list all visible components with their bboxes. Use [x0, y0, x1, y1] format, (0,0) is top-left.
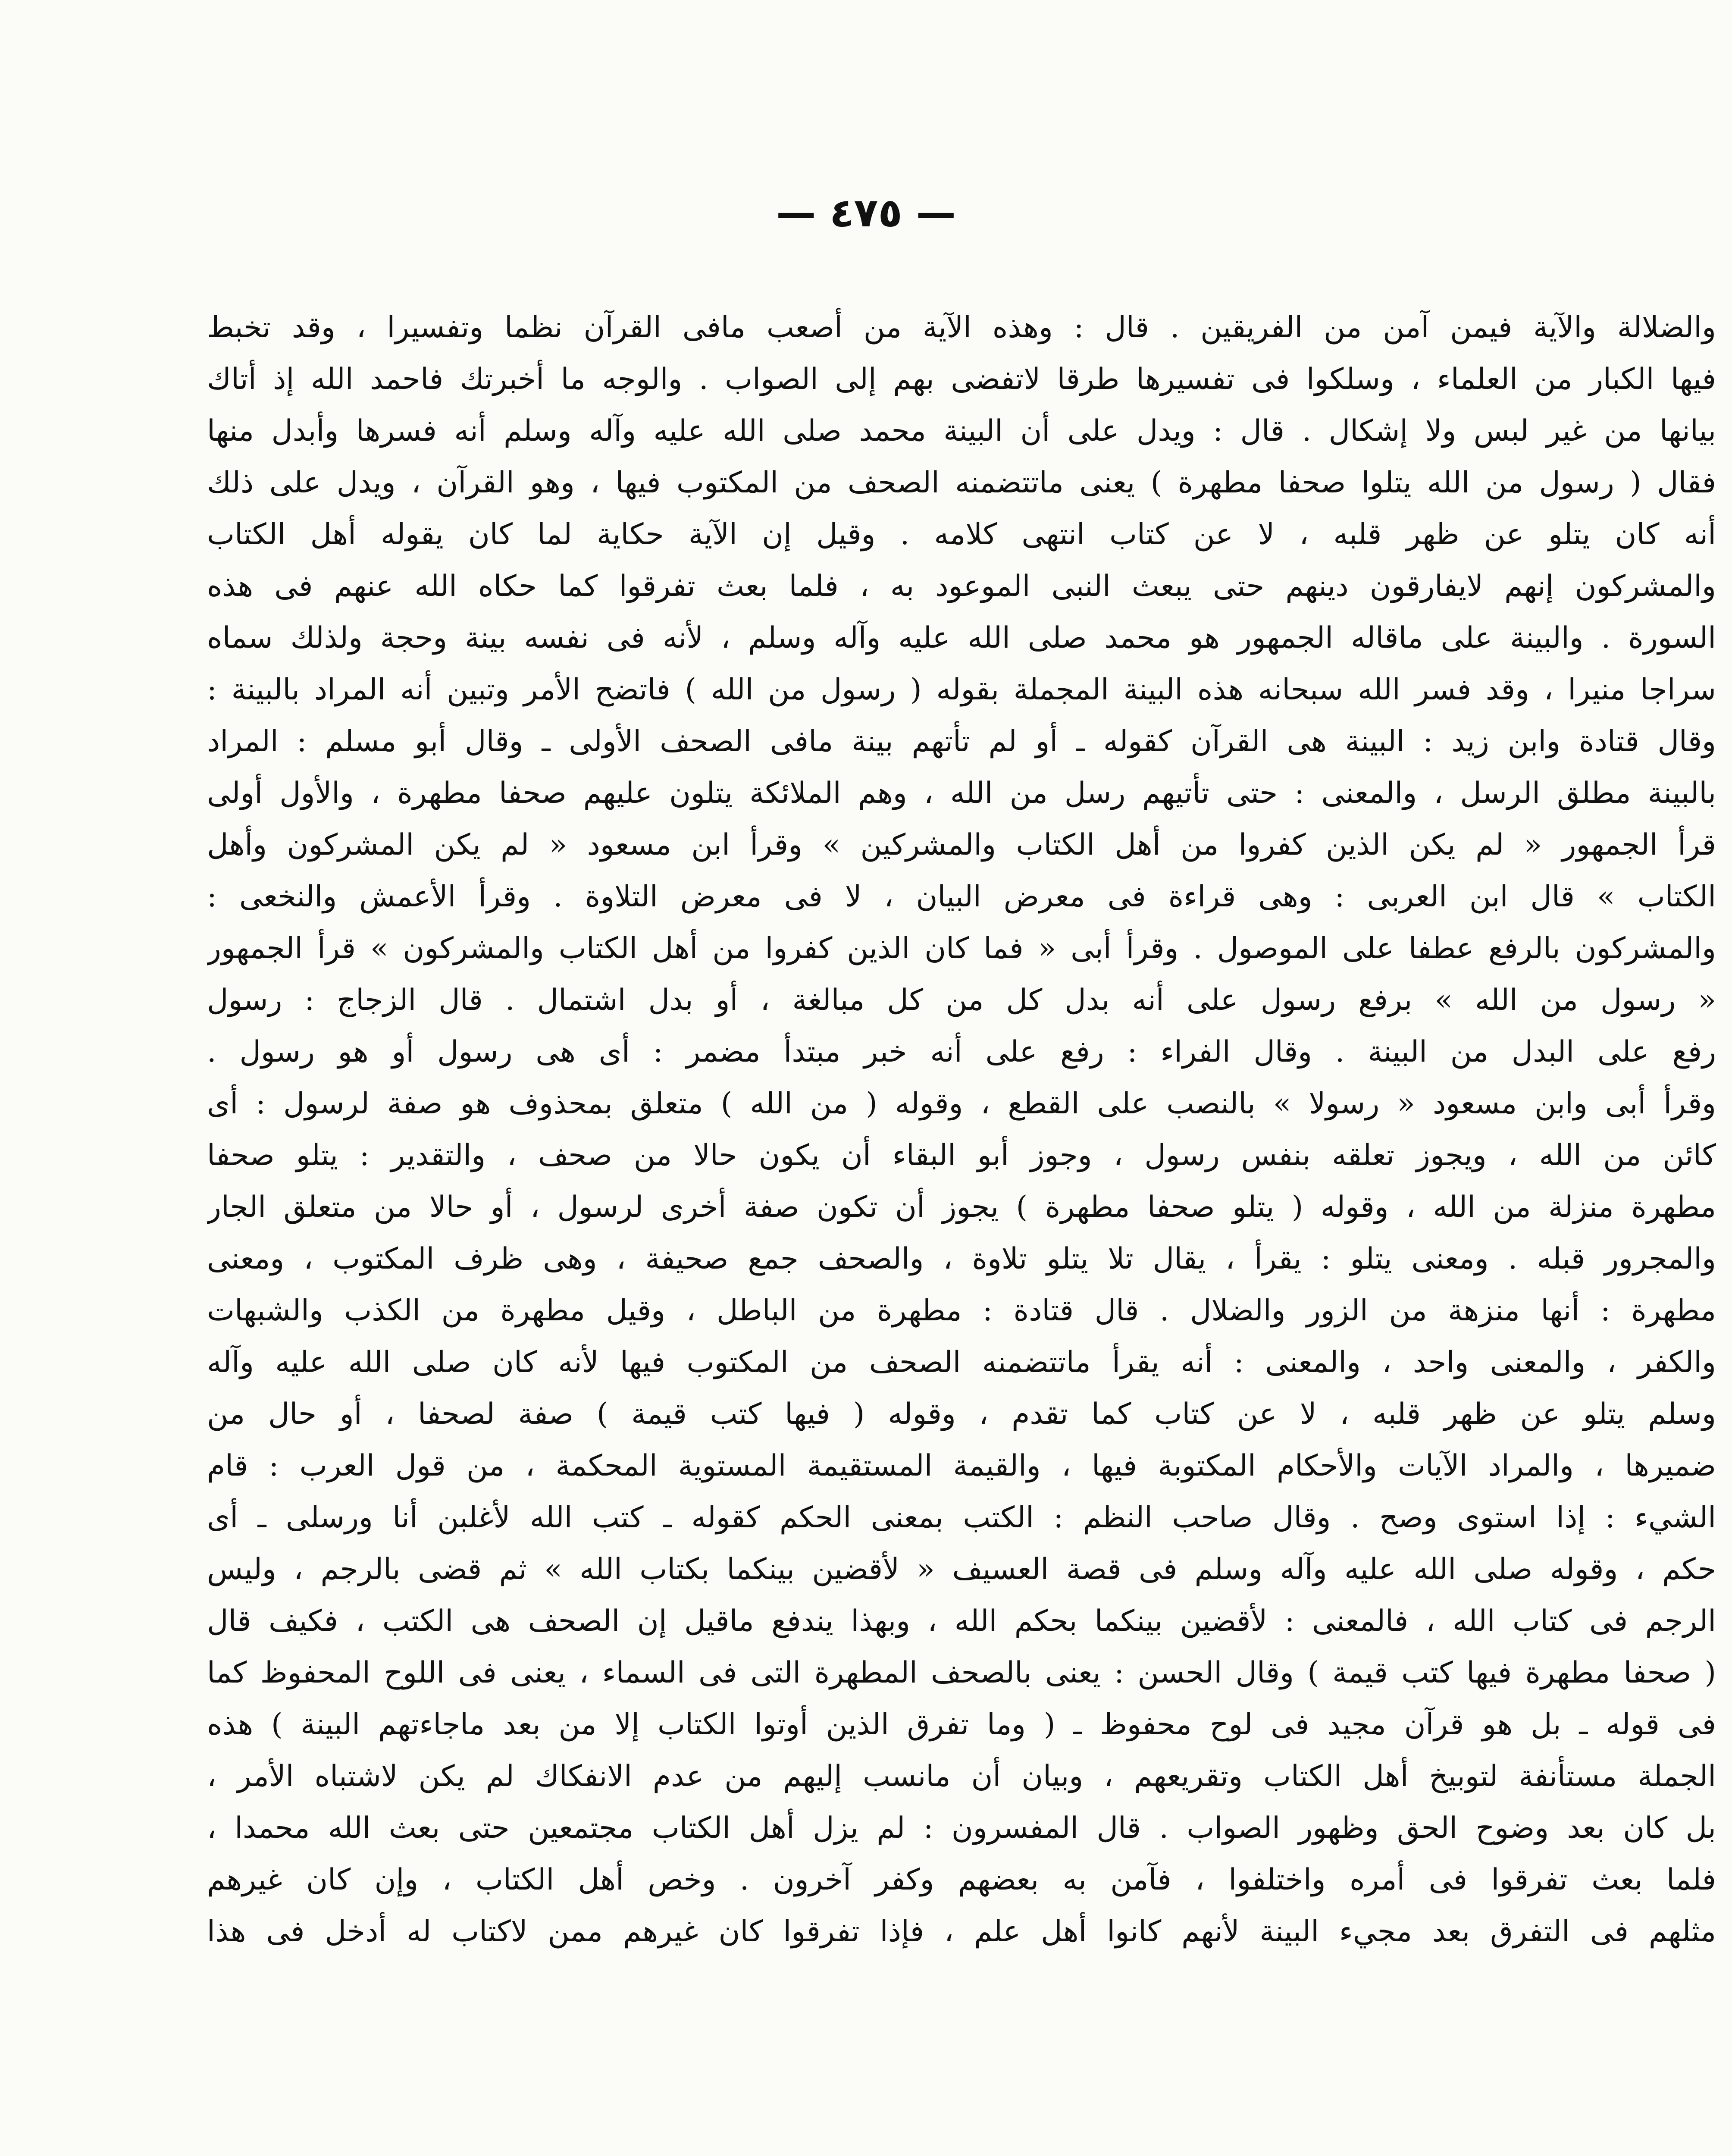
text-line: حكم ، وقوله صلى الله عليه وآله وسلم فى قصة العسيف « لأقضين بينكما بكتاب الله » ثم قضى بالرجم ، وليس [207, 1552, 1716, 1586]
text-line: الكتاب » قال ابن العربى : وهى قراءة فى معرض البيان ، لا فى معرض التلاوة . وقرأ الأعمش والنخعى : [207, 880, 1716, 914]
text-line: مطهرة : أنها منزهة من الزور والضلال . قال قتادة : مطهرة من الباطل ، وقيل مطهرة من الكذب والشبهات [207, 1294, 1716, 1328]
text-line: ضميرها ، والمراد الآيات والأحكام المكتوبة فيها ، والقيمة المستقيمة المستوية المحكمة ، من قول العرب : قام [207, 1449, 1716, 1483]
body-text [207, 302, 1716, 1958]
text-line: « رسول من الله » برفع رسول على أنه بدل كل من كل مبالغة ، أو بدل اشتمال . قال الزجاج : رسول [207, 983, 1716, 1017]
text-line: فى قوله ـ بل هو قرآن مجيد فى لوح محفوظ ـ ( وما تفرق الذين أوتوا الكتاب إلا من بعد ماجاءتهم البينة ) هذه [207, 1708, 1716, 1742]
text-line: بيانها من غير لبس ولا إشكال . قال : ويدل على أن البينة محمد صلى الله عليه وآله وسلم أنه فسرها وأبدل منها [207, 414, 1716, 448]
text-line: بل كان بعد وضوح الحق وظهور الصواب . قال المفسرون : لم يزل أهل الكتاب مجتمعين حتى بعث الله محمدا ، [207, 1811, 1716, 1845]
text-line: أنه كان يتلو عن ظهر قلبه ، لا عن كتاب انتهى كلامه . وقيل إن الآية حكاية لما كان يقوله أهل الكتاب [207, 517, 1716, 552]
text-line: والضلالة والآية فيمن آمن من الفريقين . قال : وهذه الآية من أصعب مافى القرآن نظما وتفسيرا ، وقد تخبط [207, 310, 1716, 345]
text-line: والمشركون إنهم لايفارقون دينهم حتى يبعث النبى الموعود به ، فلما بعث تفرقوا كما حكاه الله عنهم فى هذه [207, 569, 1716, 603]
text-line: الرجم فى كتاب الله ، فالمعنى : لأقضين بينكما بحكم الله ، وبهذا يندفع ماقيل إن الصحف هى الكتب ، فكيف قال [207, 1604, 1716, 1638]
text-line: وقرأ أبى وابن مسعود « رسولا » بالنصب على القطع ، وقوله ( من الله ) متعلق بمحذوف هو صفة لرسول : أى [207, 1087, 1716, 1121]
text-line: والمشركون بالرفع عطفا على الموصول . وقرأ أبى « فما كان الذين كفروا من أهل الكتاب والمشركون » قرأ الجمهور [207, 931, 1716, 965]
text-line: كائن من الله ، ويجوز تعلقه بنفس رسول ، وجوز أبو البقاء أن يكون حالا من صحف ، والتقدير : يتلو صحفا [207, 1138, 1716, 1172]
text-line: فقال ( رسول من الله يتلوا صحفا مطهرة ) يعنى ماتتضمنه الصحف من المكتوب فيها ، وهو القرآن ، ويدل على ذلك [207, 466, 1716, 500]
text-line: فلما بعث تفرقوا فى أمره واختلفوا ، فآمن به بعضهم وكفر آخرون . وخص أهل الكتاب ، وإن كان غيرهم [207, 1863, 1716, 1897]
text-line: الجملة مستأنفة لتوبيخ أهل الكتاب وتقريعهم ، وبيان أن مانسب إليهم من عدم الانفكاك لم يكن لاشتباه الأمر ، [207, 1759, 1716, 1793]
text-line: سراجا منيرا ، وقد فسر الله سبحانه هذه البينة المجملة بقوله ( رسول من الله ) فاتضح الأمر وتبين أنه المراد بالبينة : [207, 673, 1716, 707]
page-number: — ٤٧٥ — [776, 190, 956, 236]
text-line: مطهرة منزلة من الله ، وقوله ( يتلو صحفا مطهرة ) يجوز أن تكون صفة أخرى لرسول ، أو حالا من متعلق الجار [207, 1190, 1716, 1224]
text-line: رفع على البدل من البينة . وقال الفراء : رفع على أنه خبر مبتدأ مضمر : أى هى رسول أو هو رسول . [207, 1035, 1716, 1069]
text-line: مثلهم فى التفرق بعد مجيء البينة لأنهم كانوا أهل علم ، فإذا تفرقوا كان غيرهم ممن لاكتاب له أدخل فى هذا [207, 1915, 1716, 1949]
text-line: فيها الكبار من العلماء ، وسلكوا فى تفسيرها طرقا لاتفضى بهم إلى الصواب . والوجه ما أخبرتك فاحمد الله إذ أتاك [207, 362, 1716, 396]
text-line: والمجرور قبله . ومعنى يتلو : يقرأ ، يقال تلا يتلو تلاوة ، والصحف جمع صحيفة ، وهى ظرف المكتوب ، ومعنى [207, 1242, 1716, 1276]
text-line: وسلم يتلو عن ظهر قلبه ، لا عن كتاب كما تقدم ، وقوله ( فيها كتب قيمة ) صفة لصحفا ، أو حال من [207, 1397, 1716, 1431]
text-line: بالبينة مطلق الرسل ، والمعنى : حتى تأتيهم رسل من الله ، وهم الملائكة يتلون عليهم صحفا مطهرة ، والأول أولى [207, 776, 1716, 810]
text-line: قرأ الجمهور « لم يكن الذين كفروا من أهل الكتاب والمشركين » وقرأ ابن مسعود « لم يكن المشركون وأهل [207, 828, 1716, 862]
text-line: وقال قتادة وابن زيد : البينة هى القرآن كقوله ـ أو لم تأتهم بينة مافى الصحف الأولى ـ وقال أبو مسلم : المراد [207, 724, 1716, 758]
text-line: الشيء : إذا استوى وصح . وقال صاحب النظم : الكتب بمعنى الحكم كقوله ـ كتب الله لأغلبن أنا ورسلى ـ أى [207, 1501, 1716, 1535]
text-line: السورة . والبينة على ماقاله الجمهور هو محمد صلى الله عليه وآله وسلم ، لأنه فى نفسه بينة وحجة ولذلك سماه [207, 621, 1716, 655]
text-line: ( صحفا مطهرة فيها كتب قيمة ) وقال الحسن : يعنى بالصحف المطهرة التى فى السماء ، يعنى فى اللوح المحفوظ كما [207, 1656, 1716, 1690]
text-line: والكفر ، والمعنى واحد ، والمعنى : أنه يقرأ ماتتضمنه الصحف من المكتوب فيها لأنه كان صلى الله عليه وآله [207, 1345, 1716, 1379]
